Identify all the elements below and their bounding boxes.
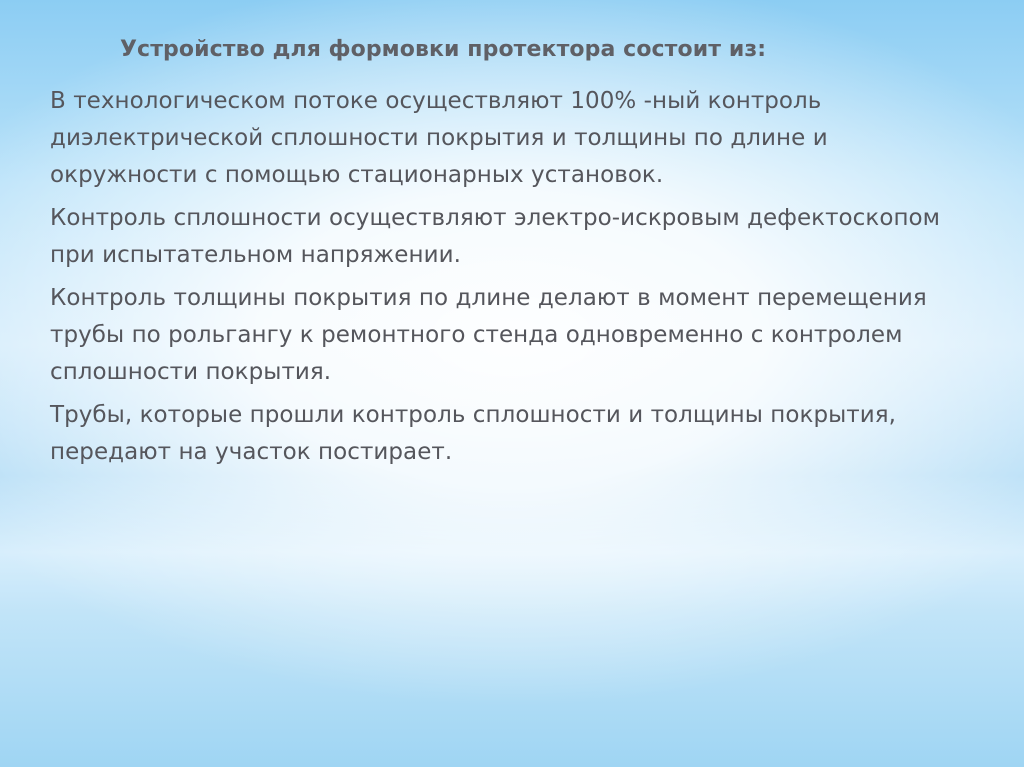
paragraph-thickness-control: Контроль толщины покрытия по длине делают в момент перемещения трубы по рольгангу к ремонтного стенда одновременно с контролем сплошности покрытия. <box>50 285 927 385</box>
slide-body <box>50 83 980 477</box>
paragraph-monitoring: В технологическом потоке осуществляют 100% -ный контроль диэлектрической сплошности покрытия и толщины по длине и окружности с помощью стационарных установок. <box>50 88 828 188</box>
paragraph-continuity-control: Контроль сплошности осуществляют электро-искровым дефектоскопом при испытательном напряжении. <box>50 205 941 268</box>
slide-title: Устройство для формовки протектора состоит из: <box>120 37 767 62</box>
paragraph-transfer: Трубы, которые прошли контроль сплошности и толщины покрытия, передают на участок постирает. <box>50 402 896 465</box>
